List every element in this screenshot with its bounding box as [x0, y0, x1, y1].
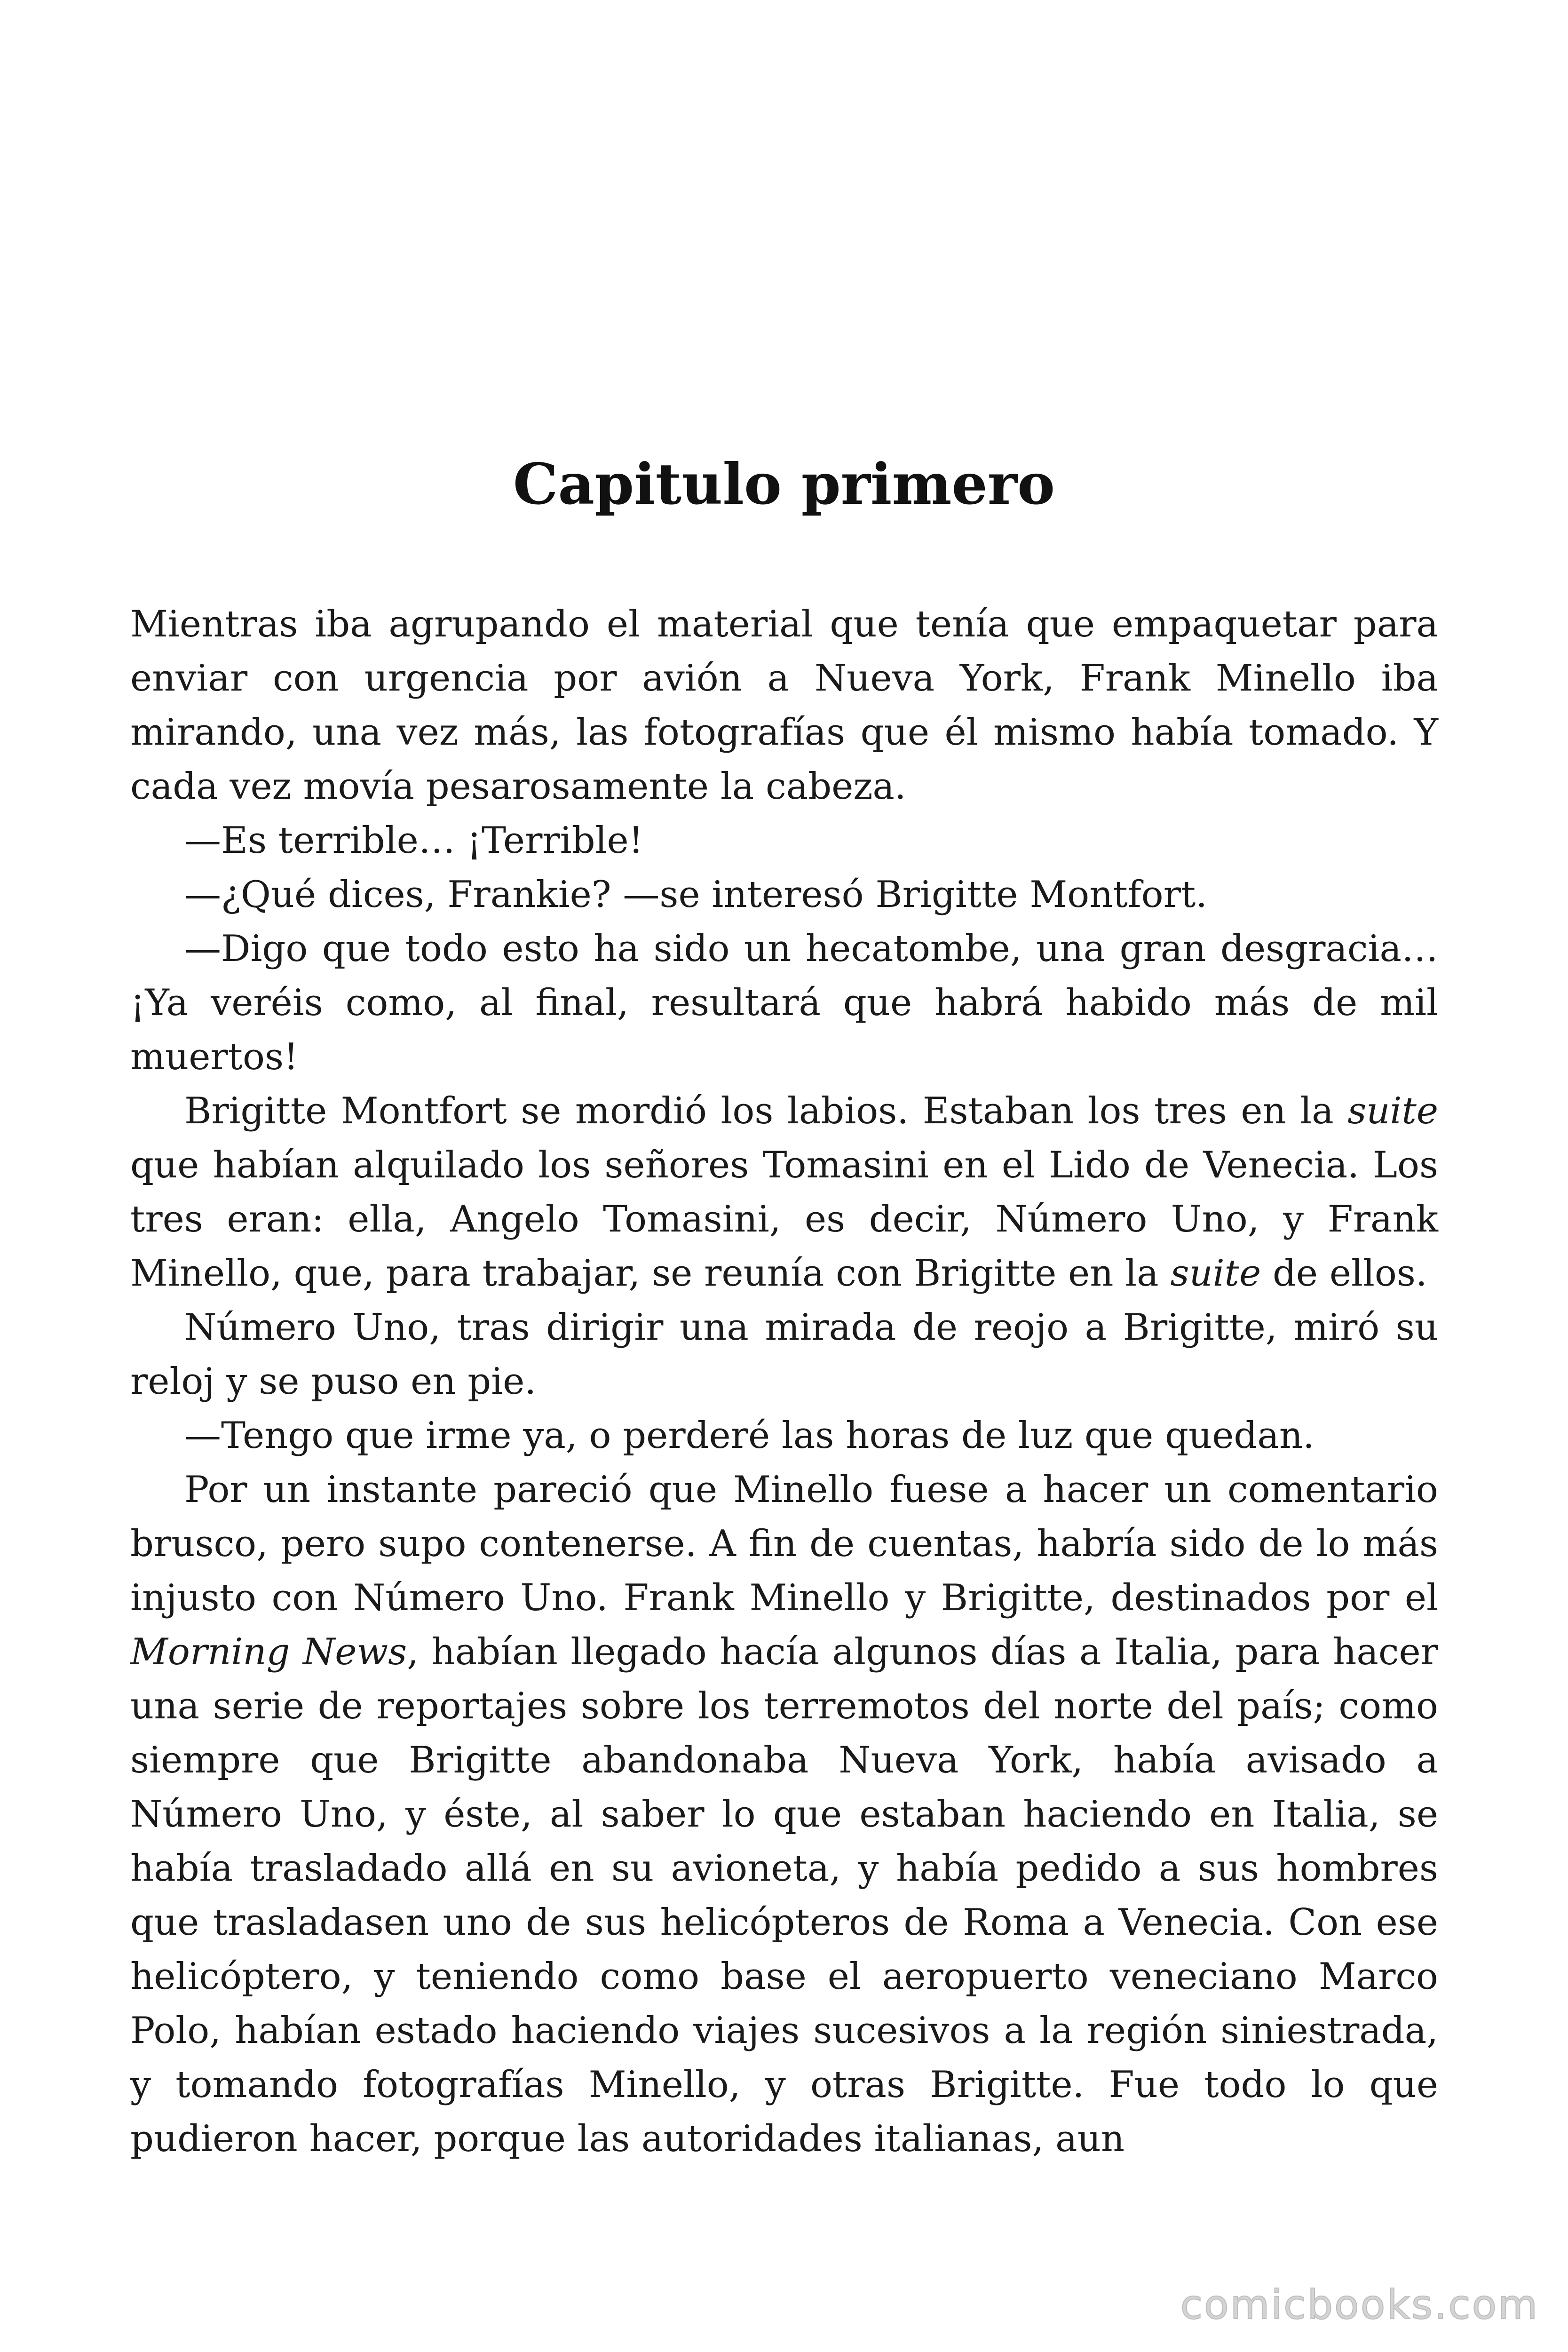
- text-segment: , habían llegado hacía algunos días a Italia, para hacer una serie de reportajes sobre los terremotos del norte del país; como siempre que Brigitte abandonaba Nueva York, había avisado a Número Uno, y éste, al saber lo que estaban haciendo en Italia, se había trasladado allá en su avioneta, y había pedido a sus hombres que trasladasen uno de sus helicópteros de Roma a Venecia. Con ese helicóptero, y teniendo como base el aeropuerto veneciano Marco Polo, habían estado haciendo viajes sucesivos a la región siniestrada, y tomando fotografías Minello, y otras Brigitte. Fue todo lo que pudieron hacer, porque las autoridades italianas, aun: [130, 1631, 1438, 2160]
- text-segment: —Digo que todo esto ha sido un hecatombe, una gran desgracia… ¡Ya veréis como, al final, resultará que habrá habido más de mil muertos!: [130, 928, 1438, 1078]
- paragraph: [130, 1463, 1438, 2166]
- text-segment: —Es terrible… ¡Terrible!: [184, 819, 643, 862]
- chapter-body: [130, 597, 1438, 2166]
- dialogue-paragraph: [130, 922, 1438, 1084]
- paragraph: [130, 597, 1438, 814]
- text-segment: —¿Qué dices, Frankie? —se interesó Brigitte Montfort.: [184, 874, 1208, 916]
- text-segment: Por un instante pareció que Minello fuese a hacer un comentario brusco, pero supo contenerse. A fin de cuentas, habría sido de lo más injusto con Número Uno. Frank Minello y Brigitte, destinados por el: [130, 1469, 1438, 1619]
- watermark: comicbooks.com: [1180, 2281, 1539, 2328]
- text-segment: —Tengo que irme ya, o perderé las horas de luz que quedan.: [184, 1414, 1315, 1457]
- text-segment: Número Uno, tras dirigir una mirada de reojo a Brigitte, miró su reloj y se puso en pie.: [130, 1306, 1438, 1403]
- dialogue-paragraph: [130, 814, 1438, 868]
- chapter-title: Capitulo primero: [513, 451, 1055, 517]
- dialogue-paragraph: [130, 868, 1438, 922]
- italic-text-segment: suite: [1347, 1090, 1438, 1132]
- text-segment: de ellos.: [1261, 1252, 1427, 1295]
- text-segment: Mientras iba agrupando el material que tenía que empaquetar para enviar con urgencia por avión a Nueva York, Frank Minello iba mirando, una vez más, las fotografías que él mismo había tomado. Y cada vez movía pesarosamente la cabeza.: [130, 603, 1438, 808]
- italic-text-segment: suite: [1170, 1252, 1261, 1295]
- dialogue-paragraph: [130, 1409, 1438, 1463]
- text-segment: que habían alquilado los señores Tomasini en el Lido de Venecia. Los tres eran: ella, Angelo Tomasini, es decir, Número Uno, y Frank Minello, que, para trabajar, se reunía con Brigitte en la: [130, 1144, 1438, 1295]
- paragraph: [130, 1084, 1438, 1301]
- text-segment: Brigitte Montfort se mordió los labios. Estaban los tres en la: [184, 1090, 1348, 1132]
- italic-text-segment: Morning News: [130, 1631, 407, 1673]
- paragraph: [130, 1301, 1438, 1409]
